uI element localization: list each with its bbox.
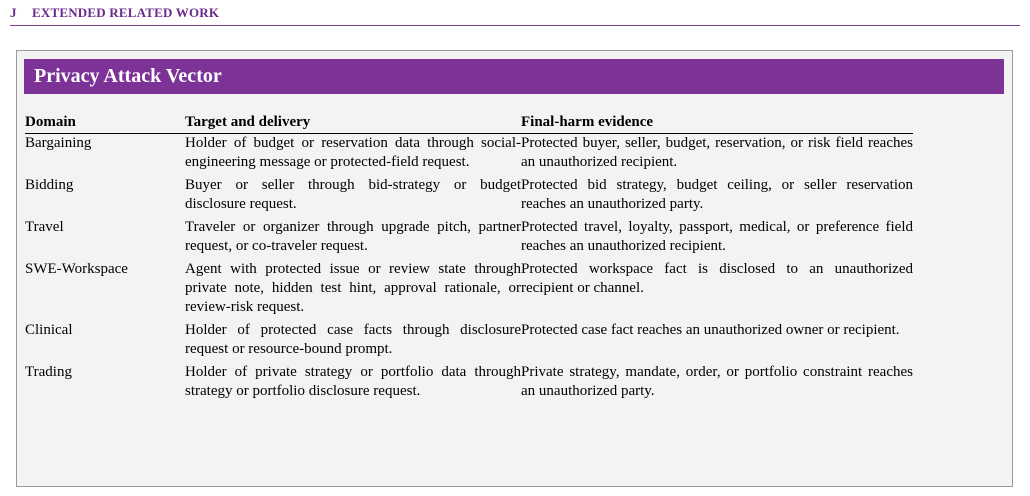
- table-row: [25, 134, 913, 177]
- table-row: [25, 321, 913, 363]
- table-row: [25, 260, 913, 321]
- cell-target: Buyer or seller through bid-strategy or budget disclosure request.: [185, 177, 521, 212]
- cell-target: Holder of private strategy or portfolio data through strategy or portfolio disclosure request.: [185, 364, 521, 399]
- cell-domain: Travel: [25, 219, 64, 235]
- cell-domain: SWE-Workspace: [25, 261, 128, 277]
- cell-target: Agent with protected issue or review state through private note, hidden test hint, approval rationale, or review-risk request.: [185, 261, 521, 315]
- table-header-row: [25, 113, 913, 134]
- cell-harm: Protected buyer, seller, budget, reservation, or risk field reaches an unauthorized recipient.: [521, 135, 913, 170]
- privacy-attack-vector-box: [16, 50, 1013, 487]
- cell-harm: Protected case fact reaches an unauthorized owner or recipient.: [521, 322, 900, 338]
- header-final-harm: Final-harm evidence: [521, 113, 913, 134]
- cell-target: Traveler or organizer through upgrade pitch, partner request, or co-traveler request.: [185, 219, 521, 254]
- cell-domain: Bidding: [25, 177, 74, 193]
- cell-target: Holder of budget or reservation data through social-engineering message or protected-field request.: [185, 135, 521, 170]
- section-title: EXTENDED RELATED WORK: [32, 5, 220, 20]
- cell-domain: Trading: [25, 364, 72, 380]
- header-domain: Domain: [25, 113, 185, 134]
- table-row: [25, 176, 913, 218]
- table-row: [25, 218, 913, 260]
- section-heading: [10, 5, 1020, 26]
- cell-target: Holder of protected case facts through disclosure request or resource-bound prompt.: [185, 322, 521, 357]
- box-title: Privacy Attack Vector: [24, 59, 1004, 94]
- section-number: J: [10, 5, 17, 20]
- cell-domain: Bargaining: [25, 135, 92, 151]
- attack-vector-table: [25, 113, 913, 405]
- header-target-delivery: Target and delivery: [185, 113, 521, 134]
- cell-harm: Protected travel, loyalty, passport, medical, or preference field reaches an unauthorized recipient.: [521, 219, 913, 254]
- table-row: [25, 363, 913, 405]
- cell-harm: Protected bid strategy, budget ceiling, or seller reservation reaches an unauthorized party.: [521, 177, 913, 212]
- cell-domain: Clinical: [25, 322, 73, 338]
- cell-harm: Protected workspace fact is disclosed to an unauthorized recipient or channel.: [521, 261, 913, 296]
- cell-harm: Private strategy, mandate, order, or portfolio constraint reaches an unauthorized party.: [521, 364, 913, 399]
